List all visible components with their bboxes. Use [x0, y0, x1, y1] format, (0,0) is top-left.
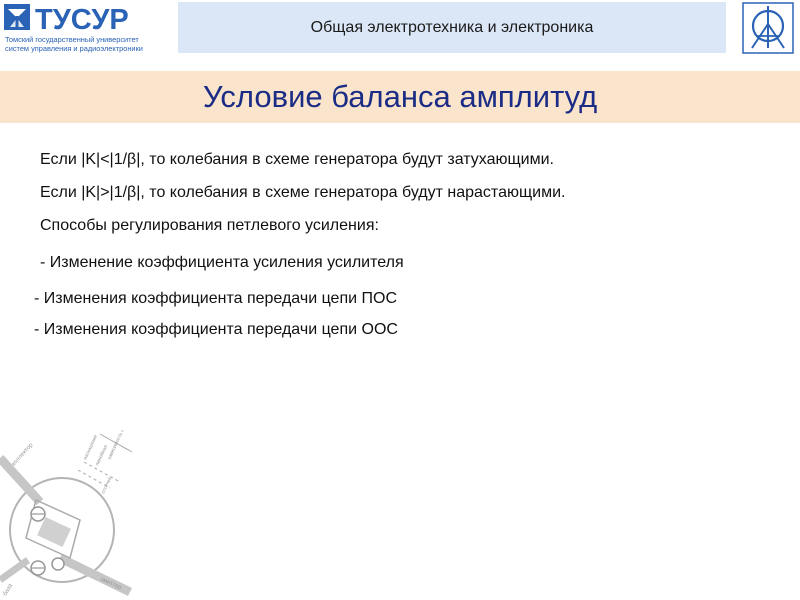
logo-wordmark: ТУСУР — [35, 4, 129, 36]
text-line-method-positive-feedback: - Изменения коэффициента передачи цепи ПОС — [34, 290, 397, 307]
label-saturation: насыщение — [82, 434, 100, 461]
label-cutoff: отсечка — [100, 476, 114, 495]
label-linear: линейная — [94, 444, 110, 467]
label-dependence: зависимость от I — [106, 430, 129, 461]
transistor-diagram-icon — [0, 430, 160, 600]
header — [0, 0, 800, 55]
logo-subtitle-2: систем управления и радиоэлектроники — [5, 44, 143, 53]
logo-subtitle-1: Томский государственный университет — [5, 35, 139, 44]
text-line-damped-condition: Если |K|<|1/β|, то колебания в схеме генератора будут затухающими. — [40, 151, 554, 168]
text-line-method-amplifier-gain: - Изменение коэффициента усиления усилителя — [40, 254, 404, 271]
label-base: база — [2, 583, 15, 597]
text-line-growing-condition: Если |K|>|1/β|, то колебания в схеме генератора будут нарастающими. — [40, 184, 566, 201]
tusur-logo-icon — [0, 0, 178, 55]
text-line-methods-heading: Способы регулирования петлевого усиления: — [40, 217, 379, 234]
tusur-logo — [0, 0, 178, 55]
label-collector: коллектор — [11, 442, 35, 468]
label-emitter: эмиттер — [99, 576, 123, 592]
course-title: Общая электротехника и электроника — [310, 19, 594, 36]
university-emblem-icon — [742, 2, 794, 54]
slide-title: Условие баланса амплитуд — [202, 79, 598, 114]
text-line-method-negative-feedback: - Изменения коэффициента передачи цепи ООС — [34, 321, 398, 338]
